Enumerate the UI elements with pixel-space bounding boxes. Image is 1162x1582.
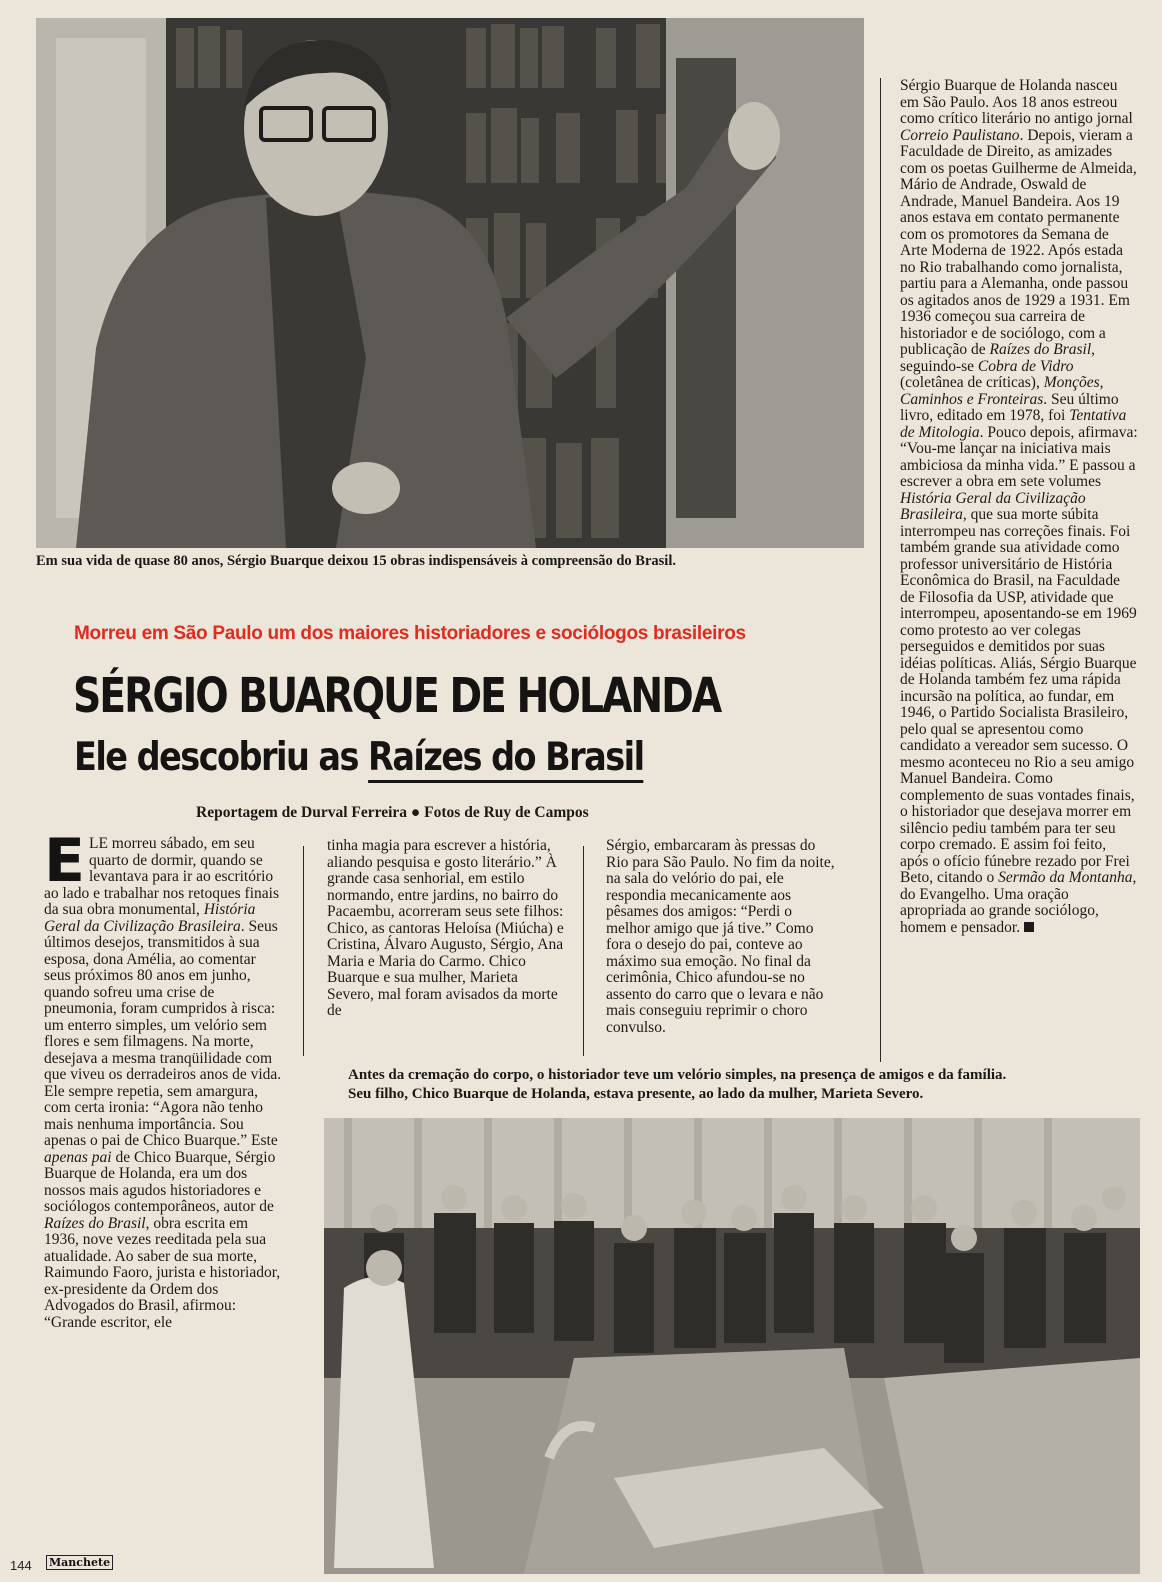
col4-italic-e: Tentativa de Mitologia — [900, 407, 1127, 441]
col4-text-e: . Seu último livro, editado em 1978, foi — [900, 390, 1119, 424]
subhead-underlined: Raízes do Brasil — [368, 735, 644, 783]
col4-italic-d: Monções, Caminhos e Fronteiras — [900, 374, 1104, 408]
col4-text-c: , seguindo-se — [900, 341, 1096, 375]
col4-text-a: Sérgio Buarque de Holanda nasceu em São Paulo. Aos 18 anos estreou como crítico literário no antigo jornal — [900, 78, 1133, 127]
col3-text: Sérgio, embarcaram às pressas do Rio para São Paulo. No fim da noite, na sala do velório do pai, ele respondia mecanicamente aos pêsames dos amigos: “Perdi o melhor amigo que já tive.” Como fora o desejo do pai, conteve ao máximo sua emoção. No final da cerimônia, Chico afundou-se no assento do carro que o levara e não mais conseguiu reprimir o choro convulso. — [606, 838, 835, 1036]
col4-text-d: (coletânea de críticas), — [900, 374, 1044, 391]
bottom-caption-line-2: Seu filho, Chico Buarque de Holanda, estava presente, ao lado da mulher, Marieta Severo. — [348, 1086, 924, 1102]
portrait-photo-icon — [36, 18, 864, 548]
end-mark-icon — [1024, 922, 1034, 932]
col4-italic-b: Raízes do Brasil — [989, 341, 1092, 358]
col1-text-a: LE morreu sábado, em seu quarto de dormir, quando se levantava para ir ao escritório ao lado e trabalhar nos retoques finais da sua obra monumental, — [44, 836, 279, 918]
col4-italic-f: História Geral da Civilização Brasileira — [900, 489, 1086, 523]
bottom-caption-line-1: Antes da cremação do corpo, o historiador teve um velório simples, na presença de amigos e da família. — [348, 1067, 1007, 1083]
col2-text: tinha magia para escrever a história, aliando pesquisa e gosto literário.” À grande casa senhorial, em estilo normando, entre jardins, no bairro do Pacaembu, acorreram seus sete filhos: Chico, as cantoras Heloísa (Miúcha) e Cristina, Álvaro Augusto, Sérgio, Ana Maria e Maria do Carmo. Chico Buarque e sua mulher, Marieta Severo, mal foram avisados da morte de — [327, 838, 564, 1019]
body-column-2 — [327, 838, 567, 1058]
col4-italic-c: Cobra de Vidro — [977, 357, 1074, 375]
col4-text-g: , que sua morte súbita interrompeu nas correções finais. Foi também grande sua atividade como professor universitário de História Econômica do Brasil, na Faculdade de Filosofia da USP, atividade que interrompeu, aposentando-se em 1969 como protesto ao ver colegas perseguidos e demitidos por suas idéias políticas. Aliás, Sérgio Buarque de Holanda também fez uma rápida incursão na política, ao fundar, em 1946, o Partido Socialista Brasileiro, pelo qual se apresentou como candidato a vereador sem sucesso. O mesmo aconteceu no Rio a seu amigo Manuel Bandeira. Como complemento de suas vontades finais, o historiador que desejava morrer em silêncio pediu também para ter seu corpo cremado. E assim foi feito, após o ofício fúnebre rezado por Frei Beto, citando o — [900, 506, 1137, 886]
byline-photos: Fotos de Ruy de Campos — [424, 804, 589, 821]
subhead — [74, 735, 644, 780]
wake-photo — [324, 1118, 1140, 1574]
page-number: 144 — [10, 1558, 32, 1573]
col4-text-h: , do Evangelho. Uma oração apropriada ao grande sociólogo, homem e pensador. — [900, 869, 1137, 936]
magazine-logo: Manchete — [46, 1555, 113, 1570]
body-column-1 — [44, 836, 284, 1396]
col4-text-b: . Depois, vieram a Faculdade de Direito, as amizades com os poetas Guilherme de Almeida, Mário de Andrade, Oswald de Andrade, Manuel Bandeira. Aos 19 anos estava em contato permanente com os promotores da Semana de Arte Moderna de 1922. Após estada no Rio trabalhando como jornalista, partiu para a Alemanha, onde passou os agitados anos de 1929 a 1931. Em 1936 começou sua carreira de historiador e de sociólogo, com a publicação de — [900, 126, 1137, 358]
subhead-plain: Ele descobriu as — [74, 735, 369, 780]
col4-italic-g: Sermão da Montanha — [998, 869, 1133, 886]
col1-text-d: , obra escrita em 1936, nove vezes reeditada pela sua atualidade. Ao saber de sua morte, Raimundo Faoro, jurista e historiador, ex-presidente da Ordem dos Advogados do Brasil, afirmou: “Grande escritor, ele — [44, 1214, 281, 1331]
bottom-photo-caption — [348, 1066, 1148, 1104]
dropcap: E — [44, 836, 85, 896]
bullet-icon: ● — [410, 804, 421, 821]
body-column-4 — [900, 78, 1138, 1068]
column-divider — [303, 846, 304, 1056]
portrait-photo — [36, 18, 864, 548]
column-divider — [583, 846, 584, 1056]
col1-text-b: . Seus últimos desejos, transmitidos à sua esposa, dona Amélia, ao comentar seus próximos 80 anos em junho, quando sofreu uma crise de pneumonia, foram cumpridos à risca: um enterro simples, um velório sem flores e sem filmagens. Na morte, desejava a mesma tranqüilidade com que viveu os derradeiros anos de vida. Ele sempre repetia, sem amargura, com certa ironia: “Agora não tenho mais nenhuma importância. Sou apenas o pai de Chico Buarque.” Este — [44, 917, 282, 1149]
col1-italic-a: História Geral da Civilização Brasileira — [44, 901, 256, 935]
col1-text-c: de Chico Buarque, Sérgio Buarque de Holanda, era um dos nossos mais agudos historiadores e sociólogos contemporâneos, autor de — [44, 1148, 276, 1215]
col4-text-f: . Pouco depois, afirmava: “Vou-me lançar na iniciativa mais ambiciosa da minha vida.” E passou a escrever a obra em sete volumes — [900, 423, 1138, 490]
col4-italic-a: Correio Paulistano — [900, 126, 1020, 144]
byline-reporter: Reportagem de Durval Ferreira — [196, 804, 408, 821]
column-divider — [880, 78, 881, 1062]
top-photo-caption: Em sua vida de quase 80 anos, Sérgio Buarque deixou 15 obras indispensáveis à compreensão do Brasil. — [36, 553, 676, 569]
byline — [196, 804, 589, 822]
kicker: Morreu em São Paulo um dos maiores historiadores e sociólogos brasileiros — [74, 623, 746, 644]
body-column-3 — [606, 838, 838, 1058]
headline: SÉRGIO BUARQUE DE HOLANDA — [73, 668, 721, 724]
col1-italic-b: apenas pai — [44, 1148, 112, 1166]
col1-italic-c: Raízes do Brasil — [44, 1214, 146, 1232]
wake-photo-icon — [324, 1118, 1140, 1574]
